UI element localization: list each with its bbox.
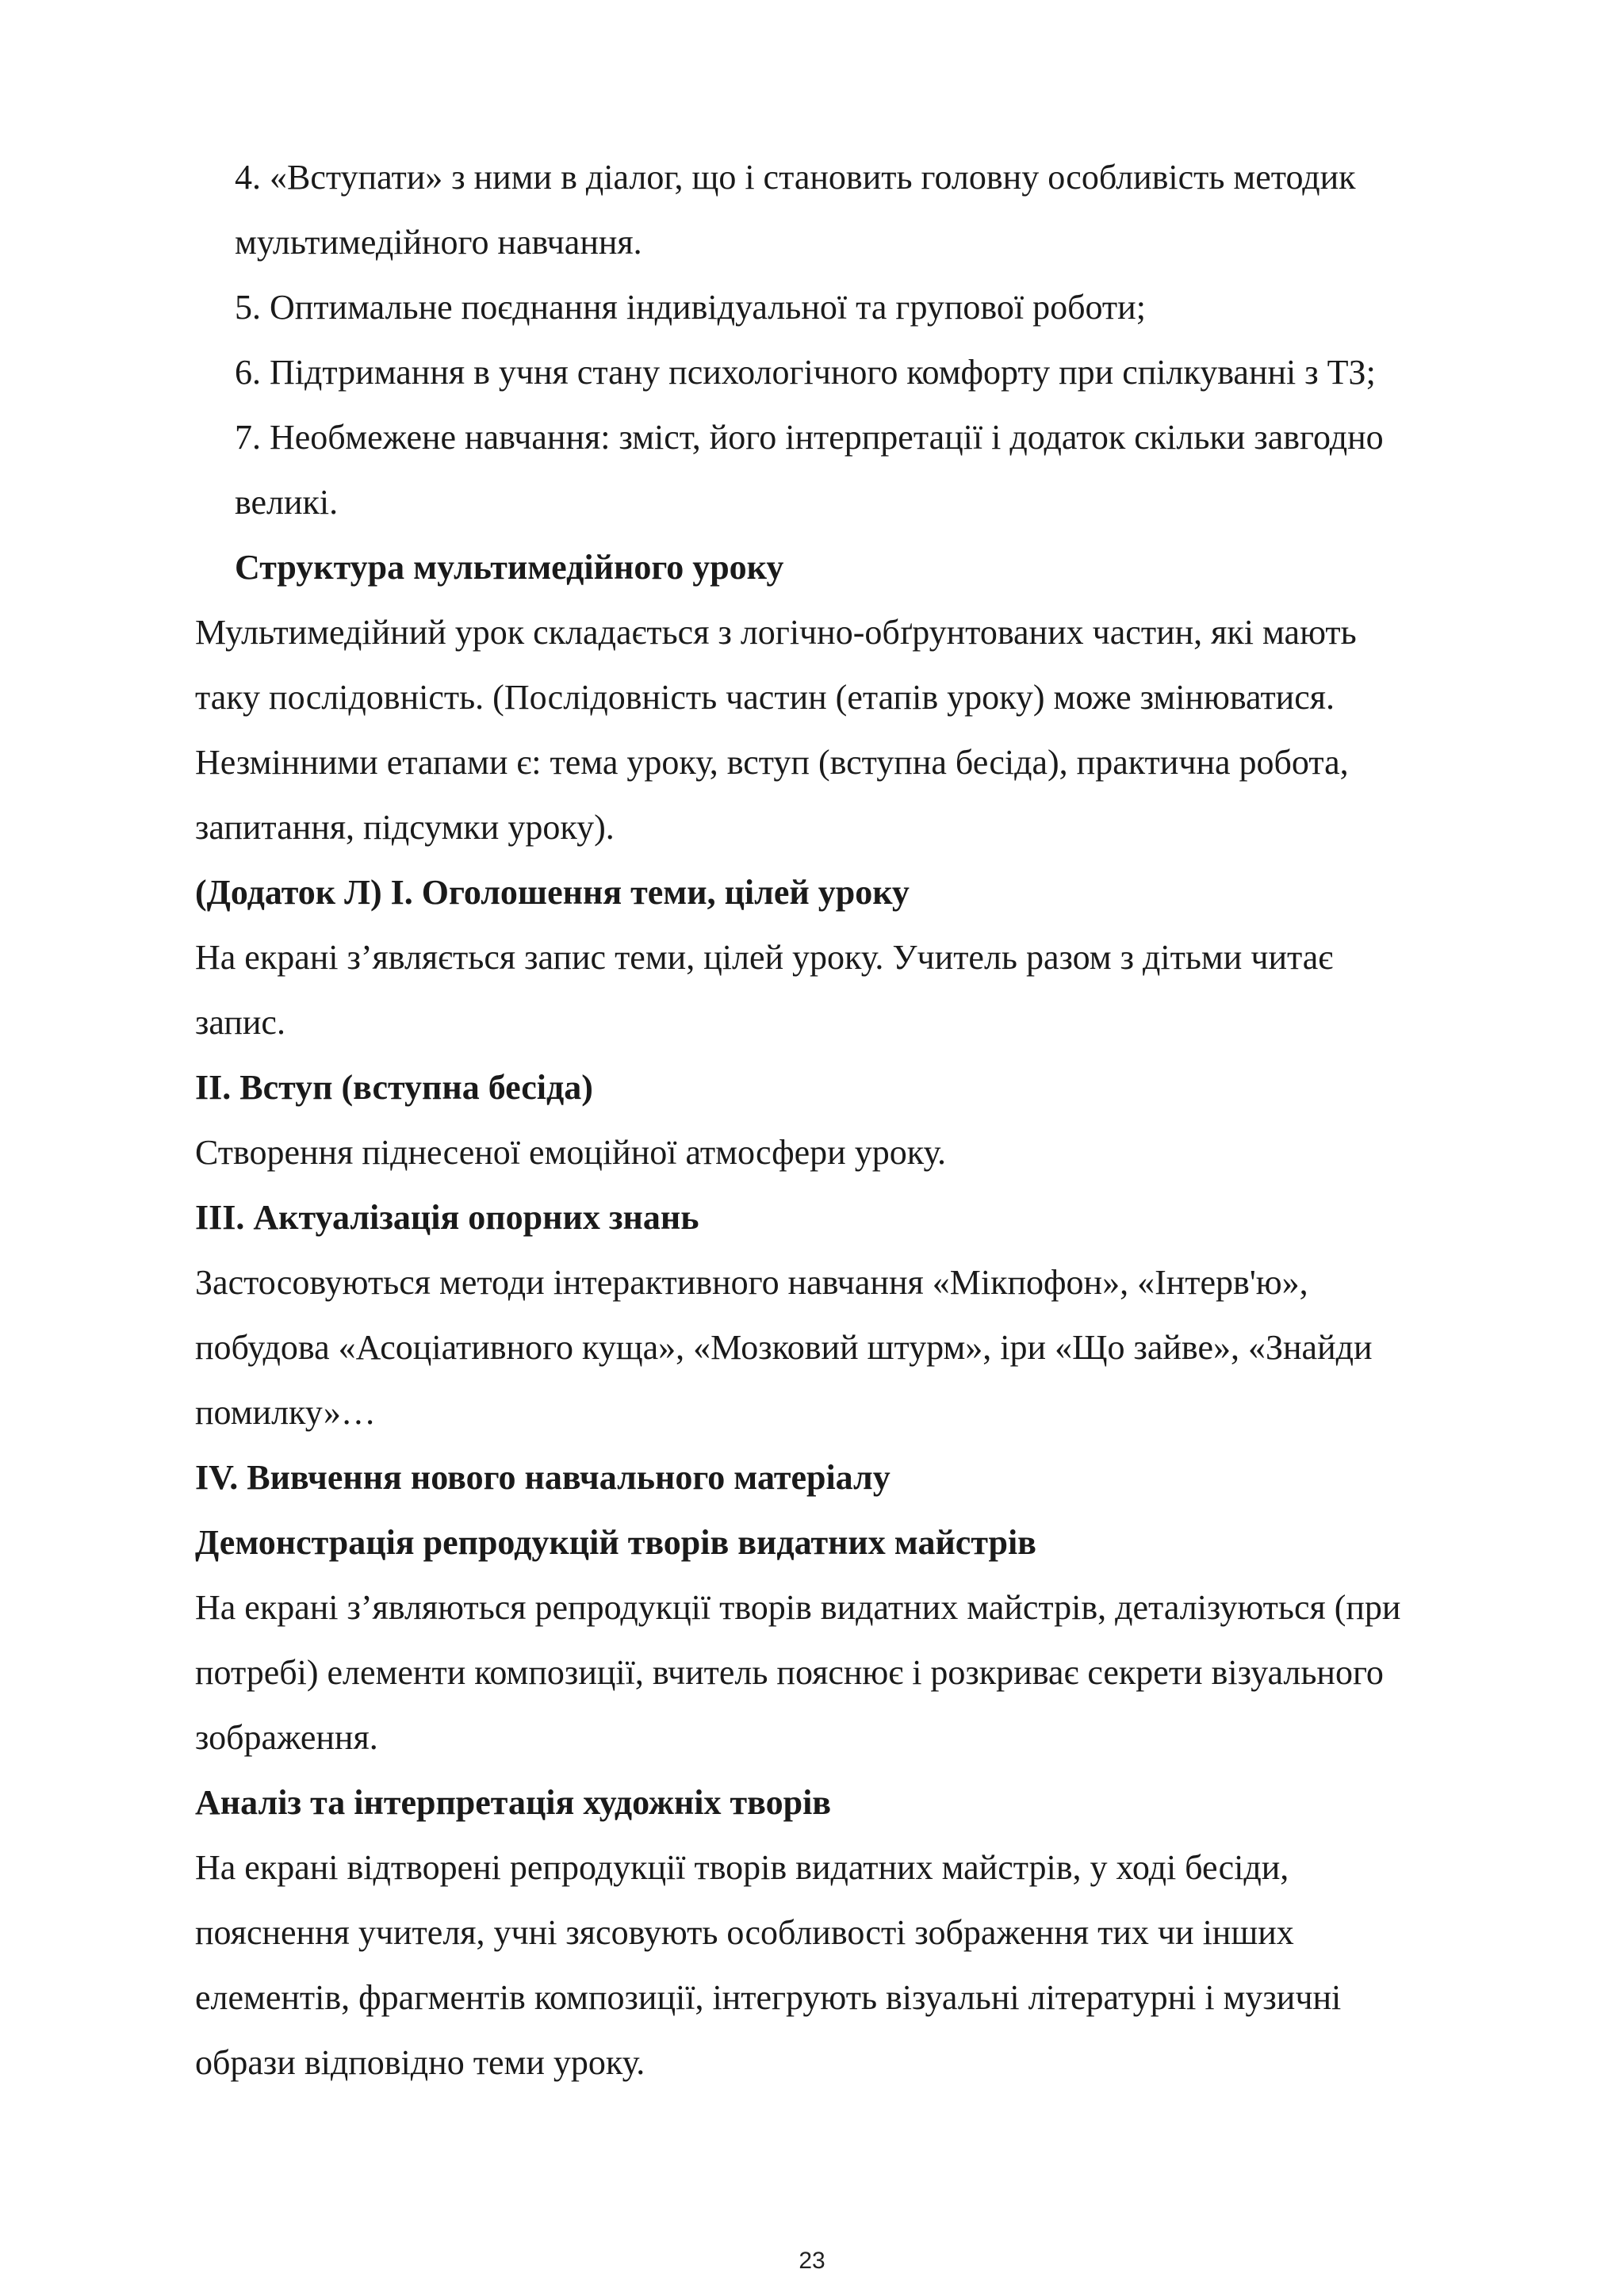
paragraph-line: Мультимедійний урок складається з логічно-обґрунтованих частин, які мають	[195, 613, 1357, 652]
paragraph-line: образи відповідно теми уроку.	[195, 2043, 645, 2082]
paragraph-line: Створення піднесеної емоційної атмосфери уроку.	[195, 1133, 947, 1172]
paragraph-line: Застосовуються методи інтерактивного навчання «Мікпофон», «Інтерв'ю»,	[195, 1263, 1308, 1302]
subsection-heading: Демонстрація репродукцій творів видатних майстрів	[195, 1523, 1036, 1562]
page-number: 23	[799, 2248, 825, 2274]
paragraph-line: потребі) елементи композиції, вчитель пояснює і розкриває секрети візуального	[195, 1653, 1384, 1692]
list-item-5: 5. Оптимальне поєднання індивідуальної та групової роботи;	[235, 288, 1146, 327]
paragraph-line: Незмінними етапами є: тема уроку, вступ (вступна бесіда), практична робота,	[195, 743, 1349, 782]
list-item-7: 7. Необмежене навчання: зміст, його інтерпретації і додаток скільки завгодно	[235, 418, 1384, 457]
list-item-7-continuation: великі.	[235, 483, 339, 522]
paragraph-line: На екрані з’являються репродукції творів видатних майстрів, деталізуються (при	[195, 1588, 1401, 1627]
section-heading: ІІІ. Актуалізація опорних знань	[195, 1198, 699, 1237]
paragraph-line: елементів, фрагментів композиції, інтегрують візуальні літературні і музичні	[195, 1978, 1342, 2017]
paragraph-line: зображення.	[195, 1718, 378, 1757]
list-item-4-continuation: мультимедійного навчання.	[235, 223, 642, 262]
paragraph-line: пояснення учителя, учні зясовують особливості зображення тих чи інших	[195, 1913, 1294, 1952]
subsection-heading: Аналіз та інтерпретація художніх творів	[195, 1783, 832, 1822]
list-item-4: 4. «Вступати» з ними в діалог, що і становить головну особливість методик	[235, 158, 1356, 197]
section-heading: (Додаток Л) І. Оголошення теми, цілей уроку	[195, 873, 910, 912]
section-heading: ІІ. Вступ (вступна бесіда)	[195, 1068, 593, 1107]
paragraph-line: На екрані відтворені репродукції творів видатних майстрів, у ході бесіди,	[195, 1848, 1289, 1887]
paragraph-line: таку послідовність. (Послідовність частин (етапів уроку) може змінюватися.	[195, 678, 1335, 717]
paragraph-line: побудова «Асоціативного куща», «Мозковий штурм», іри «Що зайве», «Знайди	[195, 1328, 1373, 1367]
list-item-6: 6. Підтримання в учня стану психологічного комфорту при спілкуванні з ТЗ;	[235, 353, 1376, 392]
paragraph-line: помилку»…	[195, 1393, 376, 1432]
paragraph-line: запитання, підсумки уроку).	[195, 808, 615, 847]
paragraph-line: На екрані з’являється запис теми, цілей уроку. Учитель разом з дітьми читає	[195, 938, 1334, 977]
paragraph-line: запис.	[195, 1003, 285, 1042]
section-heading: IV. Вивчення нового навчального матеріалу	[195, 1458, 891, 1497]
section-heading: Структура мультимедійного уроку	[235, 548, 784, 587]
